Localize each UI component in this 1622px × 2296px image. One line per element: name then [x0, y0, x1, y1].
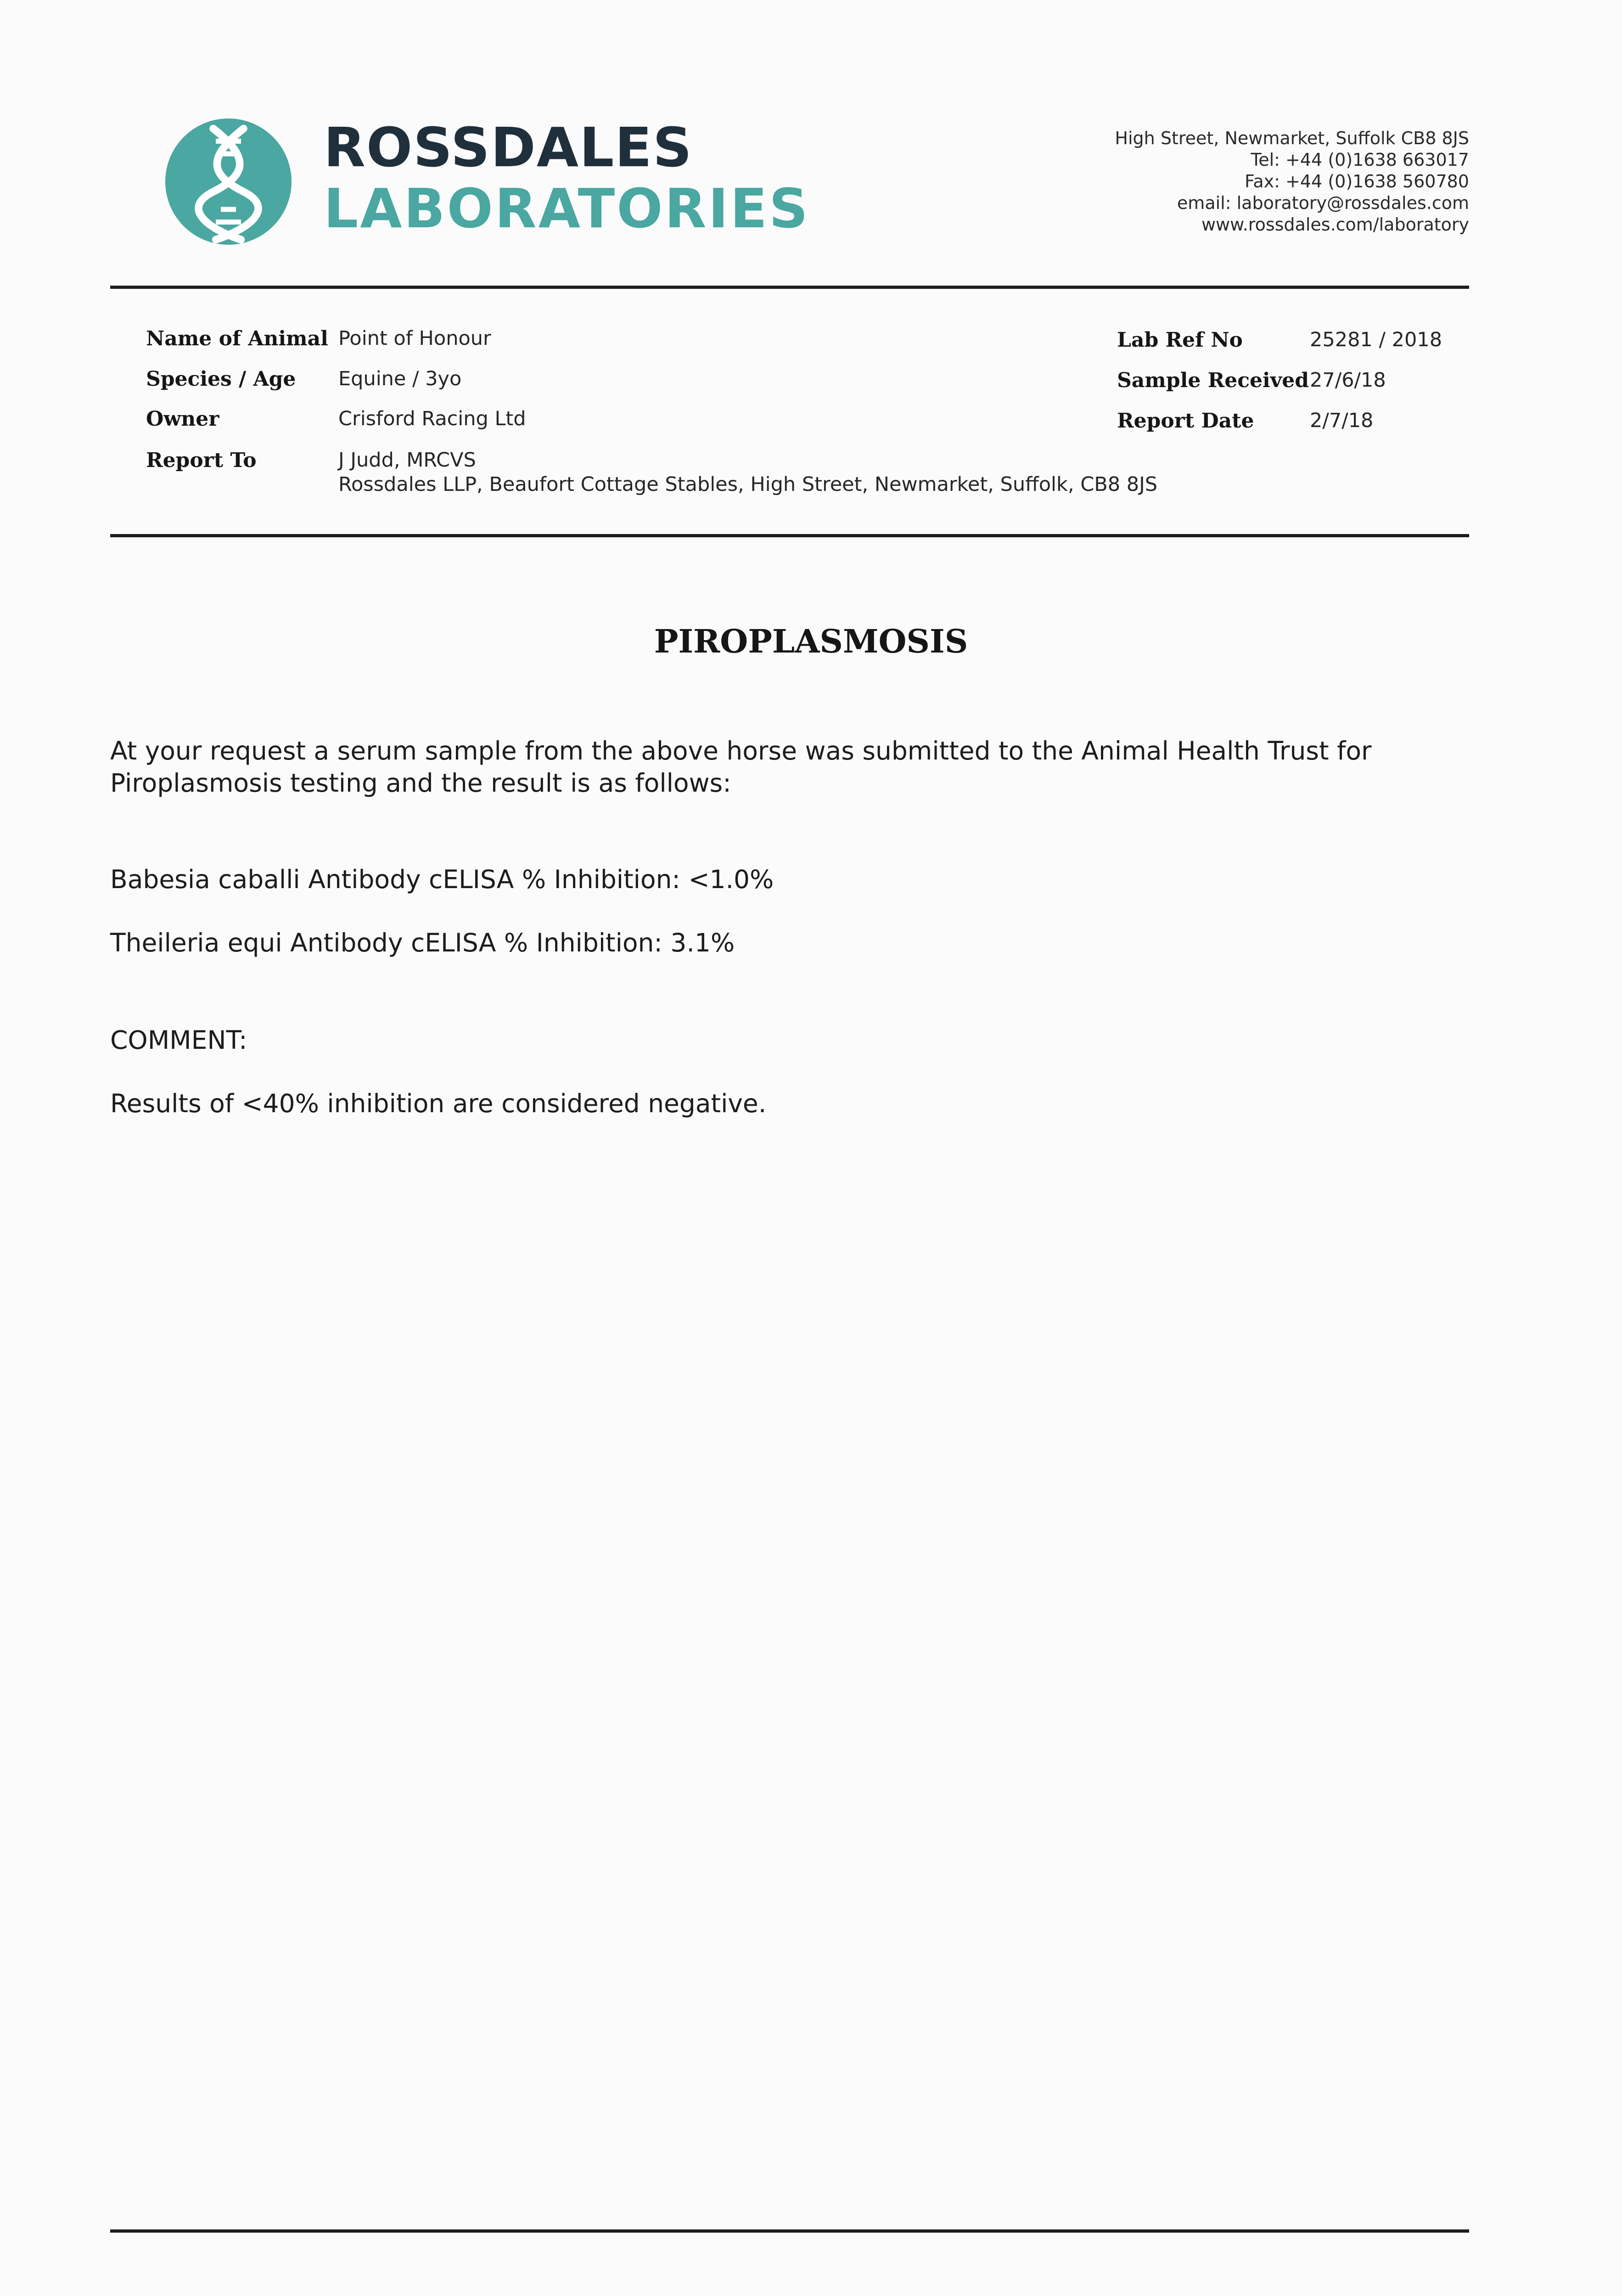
contact-block — [1056, 128, 1469, 236]
telephone: Tel: +44 (0)1638 663017 — [1251, 150, 1469, 170]
fax: Fax: +44 (0)1638 560780 — [1245, 171, 1469, 191]
owner-value: Crisford Racing Ltd — [338, 407, 526, 430]
divider-info — [110, 534, 1469, 537]
brand-name-line1: ROSSDALES — [324, 116, 693, 179]
comment-text: Results of <40% inhibition are considered negative. — [110, 1089, 767, 1118]
result-theileria: Theileria equi Antibody cELISA % Inhibition: 3.1% — [110, 928, 735, 957]
report-date-label: Report Date — [1117, 409, 1254, 433]
result-babesia: Babesia caballi Antibody cELISA % Inhibition: <1.0% — [110, 865, 774, 894]
website: www.rossdales.com/laboratory — [1201, 214, 1469, 235]
address: High Street, Newmarket, Suffolk CB8 8JS — [1115, 128, 1469, 148]
species-age-value: Equine / 3yo — [338, 367, 462, 390]
species-age-label: Species / Age — [146, 367, 296, 391]
name-of-animal-label: Name of Animal — [146, 327, 328, 350]
report-date-value: 2/7/18 — [1310, 409, 1374, 432]
report-title: PIROPLASMOSIS — [654, 622, 968, 660]
lab-ref-value: 25281 / 2018 — [1310, 328, 1442, 351]
report-to-label: Report To — [146, 449, 257, 472]
lab-ref-label: Lab Ref No — [1117, 328, 1243, 352]
sample-received-label: Sample Received — [1117, 369, 1309, 392]
divider-top — [110, 286, 1469, 289]
dna-helix-icon — [165, 118, 292, 245]
comment-label: COMMENT: — [110, 1025, 247, 1055]
email: email: laboratory@rossdales.com — [1177, 193, 1469, 213]
report-to-address: Rossdales LLP, Beaufort Cottage Stables, High Street, Newmarket, Suffolk, CB8 8JS — [338, 473, 1158, 496]
intro-paragraph: At your request a serum sample from the above horse was submitted to the Animal Health Trust for Piroplasmosis testing and the result is as follows: — [110, 736, 1372, 798]
divider-bottom — [110, 2229, 1469, 2233]
owner-label: Owner — [146, 407, 219, 431]
sample-received-value: 27/6/18 — [1310, 369, 1386, 392]
report-to-name: J Judd, MRCVS — [338, 449, 476, 472]
brand-name-line2: LABORATORIES — [324, 177, 810, 240]
name-of-animal-value: Point of Honour — [338, 327, 491, 350]
